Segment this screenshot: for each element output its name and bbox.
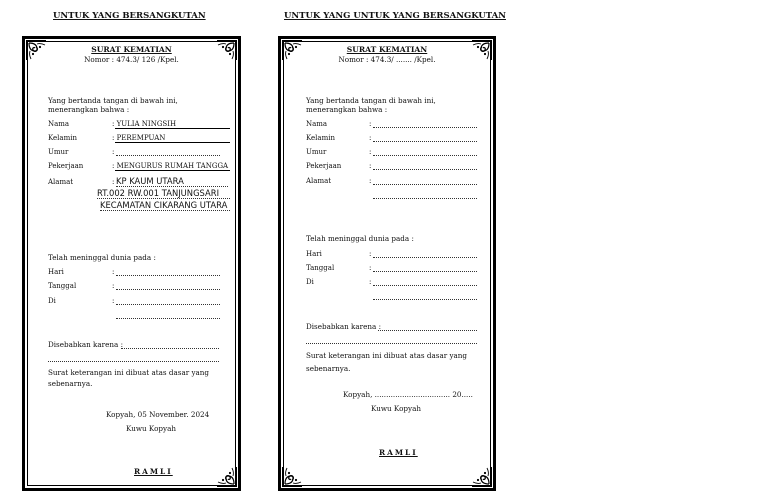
field-value-nama: : [369,120,372,128]
office-title: Kuwu Kopyah [371,404,421,413]
death-value-tanggal: : [369,264,372,272]
left-copy-heading: UNTUK YANG BERSANGKUTAN [53,11,206,21]
death-label-di: Di [48,297,56,305]
statement-line-1: Surat keterangan ini dibuat atas dasar yang [48,368,210,377]
died-heading: Telah meninggal dunia pada : [48,253,156,262]
place-date: Kopyah, ................................. 20..... [343,390,473,399]
intro-line-2: menerangkan bahwa : [48,105,130,114]
address-line-2: RT.002 RW.001 TANJUNGSARI [97,188,220,198]
cause-label: Disebabkan karena : [48,340,123,349]
death-value-hari: : [369,250,372,258]
left-death-certificate [22,36,241,491]
field-label-kelamin: Kelamin [48,134,77,142]
field-value-pekerjaan: : MENGURUS RUMAH TANGGA [112,162,229,170]
field-label-alamat: Alamat [48,178,74,186]
field-label-nama: Nama [306,120,328,128]
office-title: Kuwu Kopyah [126,424,176,433]
field-label-nama: Nama [48,120,70,128]
place-date: Kopyah, 05 November. 2024 [106,410,210,419]
address-line-3: KECAMATAN CIKARANG UTARA [100,200,228,210]
field-label-alamat: Alamat [306,177,332,185]
death-label-hari: Hari [306,250,322,258]
field-value-alamat: : [112,178,115,186]
address-line-1: KP KAUM UTARA [116,176,184,186]
field-value-umur: : [112,148,115,156]
certificate-number: Nomor : 474.3/ 126 /Kpel. [84,55,179,64]
field-label-kelamin: Kelamin [306,134,335,142]
field-value-pekerjaan: : [369,162,372,170]
cause-label: Disebabkan karena : [306,322,381,331]
intro-line-1: Yang bertanda tangan di bawah ini, [306,96,436,105]
statement-line-2: sebenarnya. [306,364,351,373]
died-heading: Telah meninggal dunia pada : [306,234,414,243]
certificate-title: SURAT KEMATIAN [91,45,172,54]
field-label-pekerjaan: Pekerjaan [306,162,342,170]
certificate-title: SURAT KEMATIAN [346,45,428,54]
death-value-di: : [369,278,372,286]
intro-line-1: Yang bertanda tangan di bawah ini, [48,96,178,105]
intro-line-2: menerangkan bahwa : [306,105,388,114]
field-value-umur: : [369,148,372,156]
right-death-certificate [278,36,496,491]
signer-name: RAMLI [379,448,418,457]
field-value-alamat: : [369,177,372,185]
death-label-tanggal: Tanggal [48,282,77,290]
death-value-hari: : [112,268,115,276]
field-label-pekerjaan: Pekerjaan [48,162,84,170]
statement-line-2: sebenarnya. [48,379,93,388]
death-value-di: : [112,297,115,305]
corner-ornament-icon [471,466,493,488]
signer-name: RAMLI [134,467,173,476]
field-value-kelamin: : PEREMPUAN [112,134,166,142]
field-value-kelamin: : [369,134,372,142]
death-label-di: Di [306,278,314,286]
death-label-hari: Hari [48,268,64,276]
corner-ornament-icon [281,466,303,488]
statement-line-1: Surat keterangan ini dibuat atas dasar yang [306,351,468,360]
corner-ornament-icon [216,466,238,488]
certificate-number: Nomor : 474.3/ ....... /Kpel. [338,55,436,64]
right-copy-heading: UNTUK YANG UNTUK YANG BERSANGKUTAN [284,11,506,21]
death-label-tanggal: Tanggal [306,264,335,272]
death-value-tanggal: : [112,282,115,290]
field-label-umur: Umur [48,148,69,156]
field-label-umur: Umur [306,148,327,156]
field-value-nama: : YULIA NINGSIH [112,120,177,128]
